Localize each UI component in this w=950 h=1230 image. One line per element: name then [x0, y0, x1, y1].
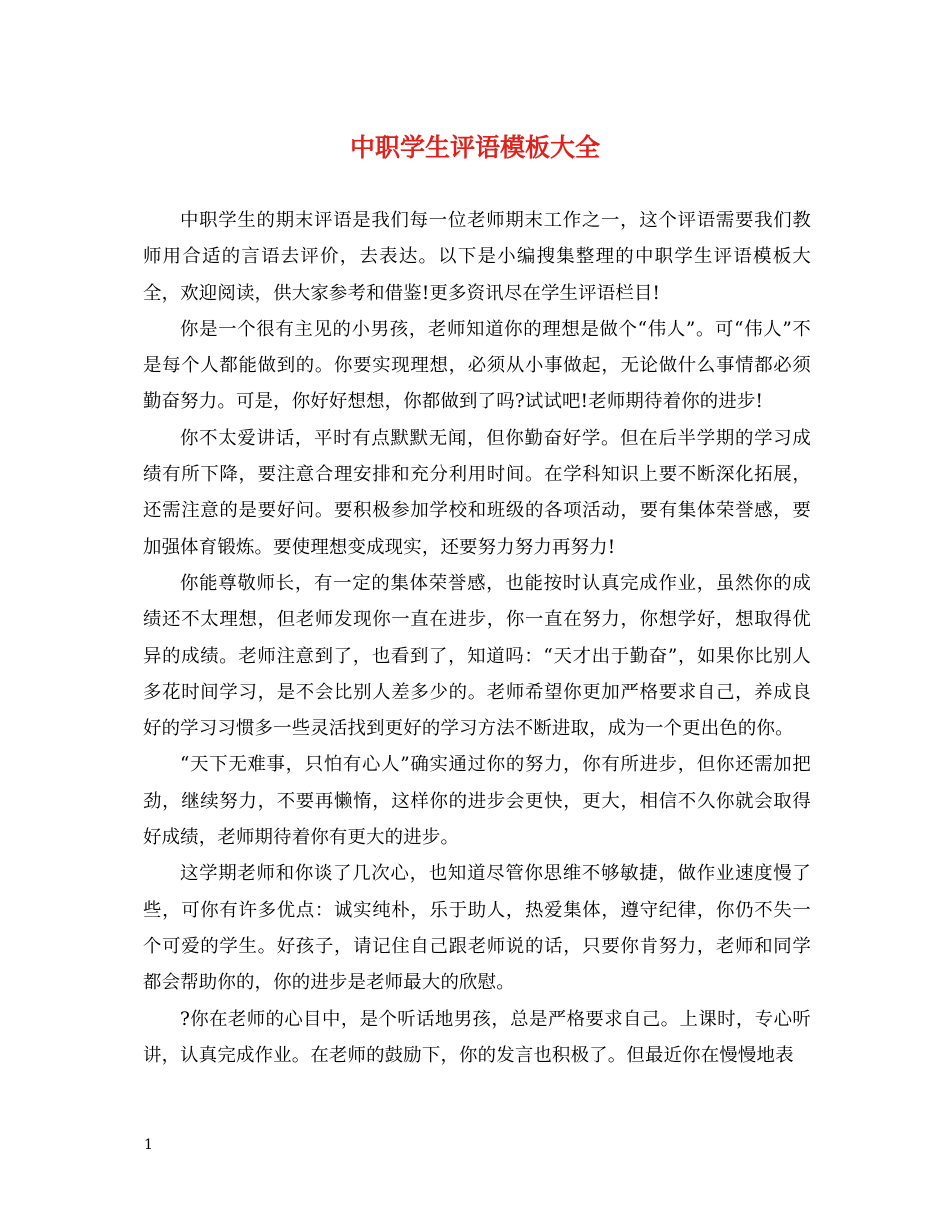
paragraph-comment-2: 你不太爱讲话，平时有点默默无闻，但你勤奋好学。但在后半学期的学习成绩有所下降，要注意合理安排和充分利用时间。在学科知识上要不断深化拓展，还需注意的是要好问。要积极参加学校和班级的各项活动，要有集体荣誉感，要加强体育锻炼。要使理想变成现实，还要努力努力再努力! [143, 427, 811, 558]
document-title: 中职学生评语模板大全 [349, 133, 600, 162]
paragraph-comment-5: 这学期老师和你谈了几次心，也知道尽管你思维不够敏捷，做作业速度慢了些，可你有许多优点：诚实纯朴，乐于助人，热爱集体，遵守纪律，你仍不失一个可爱的学生。好孩子，请记住自己跟老师说的话，只要你肯努力，老师和同学都会帮助你的，你的进步是老师最大的欣慰。 [143, 863, 811, 994]
page-number: 1 [144, 1137, 153, 1153]
paragraph-intro: 中职学生的期末评语是我们每一位老师期末工作之一，这个评语需要我们教师用合适的言语去评价，去表达。以下是小编搜集整理的中职学生评语模板大全，欢迎阅读，供大家参考和借鉴!更多资讯尽在学生评语栏目! [143, 210, 811, 304]
paragraph-comment-1: 你是一个很有主见的小男孩，老师知道你的理想是做个“伟人”。可“伟人”不是每个人都能做到的。你要实现理想，必须从小事做起，无论做什么事情都必须勤奋努力。可是，你好好想想，你都做到了吗?试试吧!老师期待着你的进步! [143, 318, 811, 413]
document-body [143, 203, 811, 1074]
paragraph-comment-3: 你能尊敬师长，有一定的集体荣誉感，也能按时认真完成作业，虽然你的成绩还不太理想，但老师发现你一直在进步，你一直在努力，你想学好，想取得优异的成绩。老师注意到了，也看到了，知道吗：“天才出于勤奋”，如果你比别人多花时间学习，是不会比别人差多少的。老师希望你更加严格要求自己，养成良好的学习习惯多一些灵活找到更好的学习方法不断进取，成为一个更出色的你。 [143, 572, 811, 740]
paragraph-comment-6: ?你在老师的心目中，是个听话地男孩，总是严格要求自己。上课时，专心听讲，认真完成作业。在老师的鼓励下，你的发言也积极了。但最近你在慢慢地表 [143, 1008, 811, 1066]
paragraph-comment-4: “天下无难事，只怕有心人”确实通过你的努力，你有所进步，但你还需加把劲，继续努力，不要再懒惰，这样你的进步会更快，更大，相信不久你就会取得好成绩，老师期待着你有更大的进步。 [143, 754, 811, 849]
